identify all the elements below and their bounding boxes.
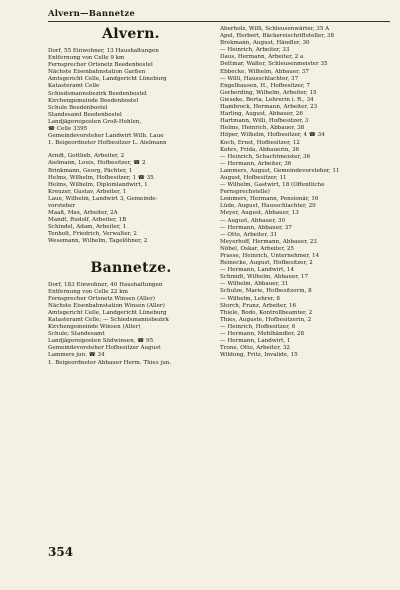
resident-entry: Brinkmann, Georg, Pächter, 1 [48, 167, 133, 174]
info-line: 1. Beigeordneter Hofbesitzer L. Aielmann [48, 140, 167, 147]
info-line: Amtsgericht Celle, Landgericht Lüneburg [48, 76, 167, 83]
resident-entry: — Hermann, Landwirt, 1 [220, 338, 291, 345]
info-line: Gemeindevorsteher Landwirt Wilh. Laue [48, 133, 164, 140]
resident-entry: Reinecke, August, Hofbesitzer, 2 [220, 260, 313, 267]
resident-entry: Schmidt, Wilhelm, Abbauer, 17 [220, 274, 309, 281]
resident-entry: — Willi, Hausschlachter, 37 [220, 75, 299, 82]
info-line: Amtsgericht Celle, Landgericht Lüneburg [48, 309, 167, 316]
resident-entry: Meyer, August, Abbauer, 13 [220, 210, 299, 217]
resident-entry: Harling, August, Abbauer, 26 [220, 111, 303, 118]
resident-entry: Mandt, Rudolf, Arbeiter, 1B [48, 217, 127, 224]
resident-entry: Helms, Wilhelm, Diplomlandwirt, 1 [48, 181, 148, 188]
resident-entry: — Wilhelm, Abbauer, 31 [220, 281, 289, 288]
info-line: Landjägereiposten Groß-Hehlen, [48, 118, 142, 125]
resident-entry: August, Hofbesitzer, 11 [220, 174, 287, 181]
resident-entry: Thiele, Bodo, Kontrollbeamter, 2 [220, 309, 313, 316]
info-line: Lammers jun. ☎ 34 [48, 352, 105, 359]
resident-entry: — Hermann, Landwirt, 14 [220, 267, 295, 274]
resident-entry: Apel, Herbert, Bäckereischriftsteller, 38 [220, 33, 334, 40]
info-line: Kirchengemeinde Beedenbostel [48, 97, 139, 104]
resident-entry: Lammers, August, Gemeindevorsteher, 11 [220, 167, 340, 174]
info-line: Standesamt Beedenbostel [48, 111, 122, 118]
resident-entry: — Wilhelm, Gastwirt, 18 (Öffentliche [220, 182, 325, 189]
info-line: Entfernung von Celle 9 km [48, 55, 125, 62]
resident-entry: — Wilhelm, Lehrer, 8 [220, 295, 280, 302]
resident-entry: Hartmann, Willi, Hofbesitzer, 3 [220, 118, 309, 125]
resident-entry: Gerberding, Wilhelm, Arbeiter, 15 [220, 89, 317, 96]
info-line: Dorf, 55 Einwohner, 13 Haushaltungen [48, 48, 159, 54]
resident-entry: Arndt, Gottlieb, Arbeiter, 2 [48, 153, 125, 160]
resident-entry: Aielmann, Louis, Hofbesitzer, ☎ 2 [48, 160, 146, 167]
resident-entry: — Otto, Arbeiter, 31 [220, 231, 278, 238]
alvern-info [48, 48, 214, 147]
resident-entry: Höper, Wilhelm, Hofbesitzer, 4 ☎ 34 [220, 132, 325, 139]
running-header: Alvern—Bannetze [48, 9, 135, 19]
resident-entry: Brekmann, August, Händler, 30 [220, 40, 310, 47]
resident-entry: Kreuzer, Gustav, Arbeiter, 1 [48, 188, 127, 195]
info-line: 1. Beigeordneter Abbauer Herm. Thies jun. [48, 359, 172, 366]
resident-entry: — Heinrich, Arbeiter, 33 [220, 47, 290, 54]
resident-entry: vorsteher [48, 202, 76, 209]
resident-entry: Hambrock, Hermann, Arbeiter, 23 [220, 104, 318, 111]
info-line: Kirchengemeinde Winsen (Aller) [48, 324, 141, 331]
resident-entry: Storch, Franz, Arbeiter, 16 [220, 302, 297, 309]
resident-entry: Meyerhoff, Hermann, Abbauer, 23 [220, 238, 317, 245]
resident-entry: Prasse, Heinrich, Unternehmer, 14 [220, 253, 320, 259]
info-line: Nächste Eisenbahnstation Garßen [48, 69, 146, 76]
resident-entry: Wesemann, Wilhelm, Tagelöhner, 2 [48, 238, 148, 245]
resident-entry: — August, Abbauer, 30 [220, 217, 286, 224]
resident-entry: — Heinrich, Schachtmeister, 36 [220, 153, 311, 160]
resident-entry: Ebbecke, Wilhelm, Abbauer, 37 [220, 68, 309, 75]
bannetze-info [48, 282, 214, 367]
info-line: Landjägereiposten Südwinsen, ☎ 95 [48, 338, 154, 345]
section-title-alvern: Alvern. [102, 26, 160, 42]
resident-entry: Lemmers, Hermann, Pensionär, 16 [220, 196, 319, 203]
resident-entry: Kohrs, Frida, Abbauerin, 36 [220, 146, 300, 153]
resident-entry: Schindel, Adam, Arbeiter, 1 [48, 224, 127, 231]
header-rule [48, 21, 390, 22]
info-line: Gemeindevorsteher Hofbesitzer August [48, 345, 161, 352]
info-line: Katasteramt Celle [48, 83, 100, 90]
resident-entry: Tenholt, Friedrich, Verwalter, 2 [48, 231, 137, 238]
right-column [220, 26, 392, 359]
page-number: 354 [48, 545, 74, 559]
resident-entry: Nöbel, Oskar, Arbeiter, 25 [220, 245, 294, 252]
left-column [48, 26, 214, 367]
resident-entry: Wildung, Fritz, Invalide, 15 [220, 352, 298, 359]
info-line: Schule; Standesamt [48, 331, 105, 338]
section-title-bannetze: Bannetze. [90, 259, 172, 276]
info-line: Schiedsmannsbezirk Beedenbostel [48, 90, 147, 97]
resident-entry: — Heinrich, Hofbesitzer, 6 [220, 323, 296, 330]
info-line: Nächste Eisenbahnstation Winsen (Aller) [48, 302, 165, 309]
resident-entry: Lüde, August, Hausschlachter, 29 [220, 203, 316, 210]
resident-entry: Gieseke, Berta, Lehrerin i. R., 34 [220, 96, 314, 103]
resident-entry: Maaß, Max, Arbeiter, 2A [48, 210, 118, 217]
resident-entry: — Hermann, Abbauer, 37 [220, 224, 292, 231]
resident-entry: Fernsprechstelle) [220, 189, 270, 196]
info-line: Katasteramt Celle; — Schiedsmannsbezirk [48, 317, 169, 323]
resident-entry: Dettmar, Walter, Schleusenmeister 35 [220, 61, 328, 68]
info-line: Dorf, 183 Einwohner, 40 Haushaltungen [48, 281, 163, 288]
resident-entry: Aberholz, Willi, Schleusenwärter, 35 A [220, 26, 330, 32]
info-line: Schule Beedenbostel [48, 104, 108, 111]
resident-entry: Helms, Wilhelm, Hofbesitzer, 1 ☎ 35 [48, 174, 154, 181]
resident-entry: — Hermann, Arbeiter, 36 [220, 160, 292, 167]
resident-entry: Thies, Auguste, Hofbesitzerin, 2 [220, 316, 312, 323]
info-line: Fernsprecher Ortsnetz Winsen (Aller) [48, 295, 155, 302]
info-line: ☎ Celle 3395 [48, 126, 88, 133]
resident-entry: Daus, Hermann, Arbeiter, 2 a [220, 54, 304, 61]
info-line: Entfernung von Celle 22 km [48, 288, 128, 295]
info-line: Fernsprecher Ortsnetz Beedenbostel [48, 62, 153, 69]
resident-entry: Laue, Wilhelm, Landwirt 3, Gemeinde- [48, 195, 158, 202]
resident-entry: Schulze, Marie, Hofbesitzerin, 8 [220, 288, 312, 295]
alvern-residents [48, 153, 214, 245]
resident-entry: — Hermann, Mehlhändler, 28 [220, 331, 305, 338]
resident-entry: Koch, Ernst, Hofbesitzer, 12 [220, 139, 300, 146]
resident-entry: Trone, Otto, Arbeiter, 32 [220, 345, 290, 352]
resident-entry: Engelhausen, H., Hofbesitzer, 7 [220, 82, 311, 89]
resident-entry: Helms, Heinrich, Abbauer, 38 [220, 125, 305, 132]
